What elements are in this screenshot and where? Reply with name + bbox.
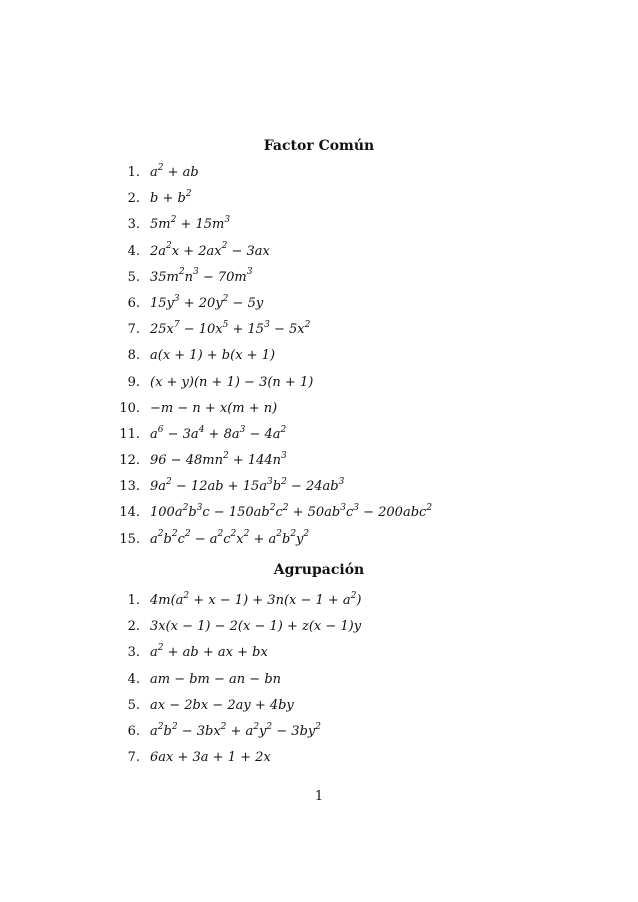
item-number: 3.	[127, 645, 140, 661]
item-expression: 3x(x − 1) − 2(x − 1) + z(x − 1)y	[150, 619, 362, 635]
item-number: 12.	[119, 453, 140, 469]
item-expression: $a^2$ + ab	[150, 162, 199, 180]
item-expression: (x + y)(n + 1) − 3(n + 1)	[150, 374, 314, 390]
list-item	[112, 373, 432, 399]
list-item	[112, 643, 362, 669]
list-item	[112, 722, 362, 748]
item-expression: 6ax + 3a + 1 + 2x	[150, 750, 271, 766]
item-number: 6.	[127, 295, 140, 311]
list-item	[112, 294, 432, 320]
list-item	[112, 425, 432, 451]
item-expression: $100a^2b^3c - 150ab^2c^2 + 50ab^3c^3 - 200abc^2$	[150, 503, 433, 521]
list-item	[112, 163, 432, 189]
item-expression: $a^2b^2 - 3bx^2 + a^2y^2 - 3by^2$	[150, 721, 321, 739]
item-expression: a(x + 1) + b(x + 1)	[150, 348, 276, 364]
list-item	[112, 696, 362, 722]
item-number: 4.	[127, 243, 140, 259]
item-number: 4.	[127, 671, 140, 687]
list-item	[112, 320, 432, 346]
list-item	[112, 477, 432, 503]
item-expression: $96 - 48mn^2 + 144n^3$	[150, 450, 287, 469]
item-expression: $2a^2x + 2ax^2 - 3ax$	[150, 241, 270, 259]
item-number: 9.	[127, 374, 140, 390]
list-item	[112, 215, 432, 241]
list-item	[112, 451, 432, 477]
item-expression: −m − n + x(m + n)	[150, 400, 278, 416]
list-item	[112, 670, 362, 696]
list-item	[112, 346, 432, 372]
item-expression: $35m^2n^3 - 70m^3$	[150, 267, 253, 285]
list-item	[112, 503, 432, 529]
item-number: 11.	[119, 426, 140, 442]
item-number: 5.	[127, 697, 140, 713]
section-title-factor-comun: Factor Común	[263, 138, 375, 154]
item-number: 15.	[119, 531, 140, 547]
item-expression: $5m^2 + 15m^3$	[150, 215, 231, 233]
list-item	[112, 530, 432, 556]
list-item	[112, 617, 362, 643]
item-number: 13.	[119, 479, 140, 495]
page-number: 1	[314, 789, 324, 804]
item-number: 5.	[127, 269, 140, 285]
list-item	[112, 748, 362, 774]
item-number: 6.	[127, 723, 140, 739]
factor-comun-list	[112, 163, 432, 556]
list-item	[112, 268, 432, 294]
list-item	[112, 591, 362, 617]
item-expression: $a^6 - 3a^4 + 8a^3 - 4a^2$	[150, 424, 287, 442]
item-expression: $b + b^2$	[150, 188, 192, 207]
item-expression: $9a^2 - 12ab + 15a^3b^2 - 24ab^3$	[150, 476, 345, 495]
item-number: 2.	[127, 191, 140, 207]
item-expression: am − bm − an − bn	[150, 671, 282, 687]
item-number: 14.	[119, 505, 140, 521]
item-number: 1.	[127, 593, 140, 608]
section-title-agrupacion: Agrupación	[273, 562, 365, 578]
item-number: 3.	[127, 217, 140, 233]
item-expression: $a^2b^2c^2 - a^2c^2x^2 + a^2b^2y^2$	[150, 529, 310, 547]
item-expression: $15y^3 + 20y^2 - 5y$	[150, 293, 264, 311]
list-item	[112, 242, 432, 268]
item-expression: $25x^7 - 10x^5 + 15^3 - 5x^2$	[150, 319, 311, 338]
item-expression: $4m(a^2 + x - 1) + 3n(x - 1 + a^2)$	[150, 590, 362, 608]
item-number: 8.	[127, 348, 140, 364]
item-number: 7.	[127, 322, 140, 338]
item-expression: ax − 2bx − 2ay + 4by	[150, 697, 294, 713]
item-number: 1.	[127, 165, 140, 180]
list-item	[112, 189, 432, 215]
list-item	[112, 399, 432, 425]
item-expression: $a^2$ + ab + ax + bx	[150, 643, 268, 661]
item-number: 2.	[127, 619, 140, 635]
agrupacion-list	[112, 591, 362, 774]
item-number: 7.	[127, 750, 140, 766]
item-number: 10.	[119, 400, 140, 416]
